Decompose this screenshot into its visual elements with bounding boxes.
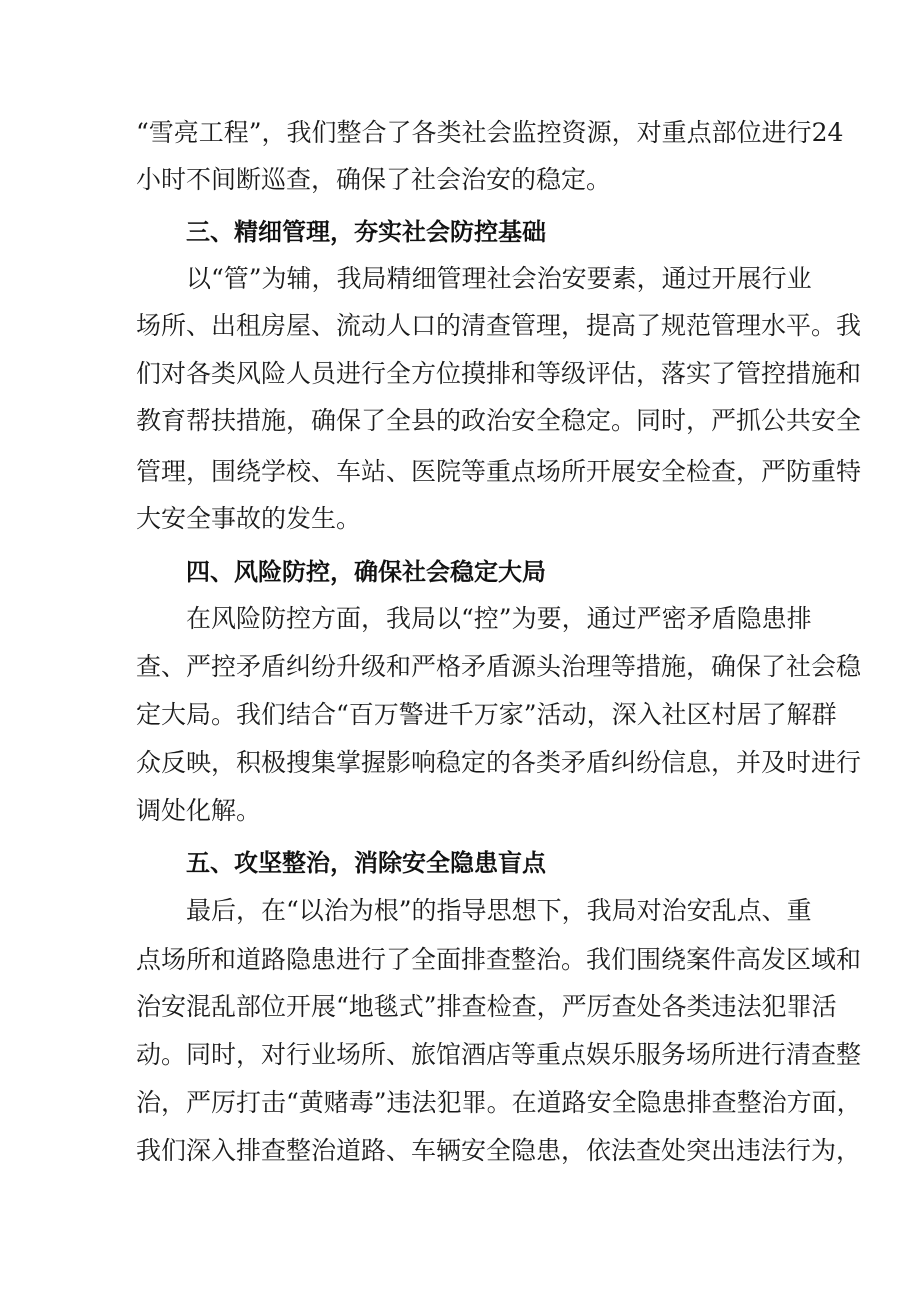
body-text-line: 动。同时，对行业场所、旅馆酒店等重点娱乐服务场所进行清查整 [136, 1040, 862, 1069]
section-heading-5: 五、攻坚整治，消除安全隐患盲点 [186, 849, 546, 877]
body-text-line: 大安全事故的发生。 [136, 504, 362, 533]
body-text-line: 场所、出租房屋、流动人口的清查管理，提高了规范管理水平。我 [136, 311, 862, 340]
body-text-line: 查、严控矛盾纠纷升级和严格矛盾源头治理等措施，确保了社会稳 [136, 652, 862, 681]
body-text-line: 小时不间断巡查，确保了社会治安的稳定。 [136, 165, 612, 194]
body-text-line: “雪亮工程”，我们整合了各类社会监控资源，对重点部位进行24 [136, 118, 844, 147]
body-text-line: 治，严厉打击“黄赌毒”违法犯罪。在道路安全隐患排查整治方面， [136, 1088, 862, 1117]
body-text-line: 众反映，积极搜集掌握影响稳定的各类矛盾纠纷信息，并及时进行 [136, 748, 862, 777]
section-heading-3: 三、精细管理，夯实社会防控基础 [186, 218, 546, 246]
section-heading-4: 四、风险防控，确保社会稳定大局 [186, 558, 546, 586]
body-text-line: 我们深入排查整治道路、车辆安全隐患，依法查处突出违法行为， [136, 1136, 862, 1165]
body-text-line: 管理，围绕学校、车站、医院等重点场所开展安全检查，严防重特 [136, 457, 862, 486]
body-text-line: 们对各类风险人员进行全方位摸排和等级评估，落实了管控措施和 [136, 359, 862, 388]
body-text-line: 最后，在“以治为根”的指导思想下，我局对治安乱点、重 [186, 896, 812, 925]
body-text-line: 点场所和道路隐患进行了全面排查整治。我们围绕案件高发区域和 [136, 945, 862, 974]
body-text-line: 调处化解。 [136, 796, 262, 825]
body-text-line: 治安混乱部位开展“地毯式”排查检查，严厉查处各类违法犯罪活 [136, 992, 837, 1021]
body-text-line: 以“管”为辅，我局精细管理社会治安要素，通过开展行业 [186, 264, 812, 293]
body-text-line: 教育帮扶措施，确保了全县的政治安全稳定。同时，严抓公共安全 [136, 406, 862, 435]
body-text-line: 在风险防控方面，我局以“控”为要，通过严密矛盾隐患排 [186, 604, 812, 633]
body-text-line: 定大局。我们结合“百万警进千万家”活动，深入社区村居了解群 [136, 700, 837, 729]
